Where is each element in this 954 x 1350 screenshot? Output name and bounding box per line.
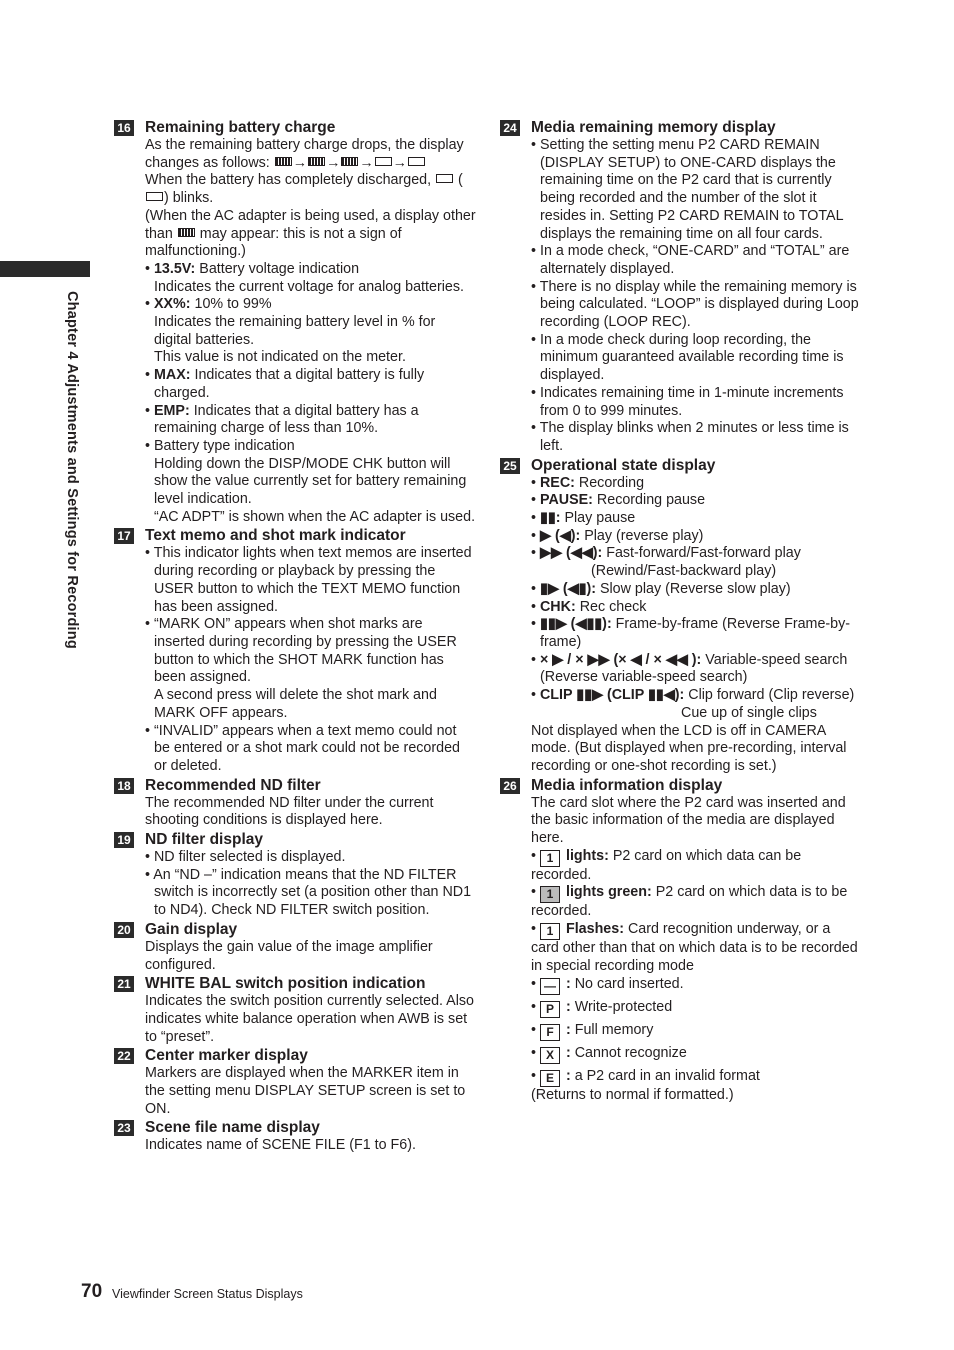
section-19: 19 ND filter display • ND filter selected is displayed. • An “ND –” indication means that the ND FILTER switch is incorrectly set (a position other than ND1 to ND4). Check ND FILTER switch position. <box>114 830 476 920</box>
section-number: 16 <box>114 120 134 136</box>
section-title: Scene file name display <box>145 1119 320 1137</box>
slot-box: F <box>540 1024 560 1041</box>
section-number: 22 <box>114 1048 134 1064</box>
section-title: Text memo and shot mark indicator <box>145 527 406 545</box>
section-title: Media remaining memory display <box>531 119 776 136</box>
section-number: 25 <box>500 458 520 474</box>
section-number: 24 <box>500 120 520 136</box>
section-number: 21 <box>114 976 134 992</box>
section-number: 19 <box>114 832 134 848</box>
slot-box: 1 <box>540 886 560 903</box>
section-number: 20 <box>114 922 134 938</box>
section-17: 17 Text memo and shot mark indicator • This indicator lights when text memos are inserted during recording or playback by pressing the USER button to which the TEXT MEMO function has been assigned. • “MARK ON” appears when shot marks are inserted during recording by pressing the USER button to which the SHOT MARK function has been assigned. A second press will delete the shot mark and MARK OFF appears. • “INVALID” appears when a text memo could not be entered or a shot mark could not be recorded or deleted. <box>114 526 476 775</box>
section-number: 26 <box>500 778 520 794</box>
battery-empty-icon <box>375 157 392 166</box>
slot-box: — <box>540 978 560 995</box>
section-title: Media information display <box>531 776 723 794</box>
section-25: 25 Operational state display • REC: Recording • PAUSE: Recording pause • ▮▮: Play pause • ▶ (◀): Play (reverse play) • ▶▶ (◀◀): Fast-forward/Fast-forward play (Rewind/Fast-backward play) • ▮▶ (◀▮): Slow play (Reverse slow play) • CHK: Rec check • ▮▮▶ (◀▮▮): Frame-by-frame (Reverse Frame-by-frame) • × ▶ / × ▶▶ (× ◀ / × ◀◀ ): Variable-speed search (Reverse variable-speed search) • CLIP ▮▮▶ (CLIP ▮▮◀): Clip forward (Clip reverse) Cue up of single clips Not displayed when the LCD is off in CAMERA mode. (But displayed when pre-recording, interval recording or one-shot recording is set.) <box>500 456 862 776</box>
section-title: Center marker display <box>145 1047 308 1065</box>
slot-box: X <box>540 1047 560 1064</box>
section-26: 26 Media information display The card slot where the P2 card was inserted and the basic information of the media are displayed here. • 1 lights: P2 card on which data can be recorded. • 1 lights green: P2 card on which data is to be recorded. • 1 Flashes: Card recognition underway, or a card other than that on which data is to be recorded in special recording mode • — : No card inserted. • P : Write-protected • F : Full memory • X : Cannot recognize • E : a P2 card in an invalid format (Returns to normal if formatted.) <box>500 776 862 1105</box>
section-title: WHITE BAL switch position indication <box>145 975 426 993</box>
slot-box: 1 <box>540 923 560 940</box>
battery-empty-icon <box>436 174 453 183</box>
section-title: Recommended ND filter <box>145 776 321 794</box>
section-23: 23 Scene file name display Indicates name of SCENE FILE (F1 to F6). <box>114 1118 476 1155</box>
right-column <box>500 118 862 1104</box>
section-22: 22 Center marker display Markers are displayed when the MARKER item in the setting menu DISPLAY SETUP screen is set to ON. <box>114 1046 476 1118</box>
section-18: 18 Recommended ND filter The recommended ND filter under the current shooting conditions is displayed here. <box>114 776 476 830</box>
battery-empty-icon <box>408 157 425 166</box>
section-title: ND filter display <box>145 831 263 849</box>
footer-title: Viewfinder Screen Status Displays <box>112 1287 303 1301</box>
slot-box: P <box>540 1001 560 1018</box>
battery-empty-icon <box>146 192 163 201</box>
left-column <box>114 118 476 1155</box>
section-20: 20 Gain display Displays the gain value of the image amplifier configured. <box>114 920 476 974</box>
section-16: 16 Remaining battery charge As the remaining battery charge drops, the display changes as follows: → → → → When the battery has completely discharged, () blinks. (When the AC adapter is being used, a display other than may appear: this is not a sign of malfunctioning.) • 13.5V: Battery voltage indication Indicates the current voltage for analog batteries. • XX%: 10% to 99% Indicates the remaining battery level in % for digital batteries. This value is not indicated on the meter. • MAX: Indicates that a digital battery is fully charged. • EMP: Indicates that a digital battery has a remaining charge of less than 10%. • Battery type indication Holding down the DISP/MODE CHK button will show the value currently set for battery remaining level indication. “AC ADPT” is shown when the AC adapter is used. <box>114 118 476 526</box>
slot-box: E <box>540 1070 560 1087</box>
section-number: 17 <box>114 528 134 544</box>
battery-icon <box>178 228 195 237</box>
section-title: Operational state display <box>531 456 716 474</box>
slot-box: 1 <box>540 850 560 867</box>
section-title: Remaining battery charge <box>145 119 336 136</box>
chapter-tab <box>0 261 90 277</box>
battery-full-icon <box>275 157 292 166</box>
section-title: Gain display <box>145 920 238 938</box>
battery-icon <box>308 157 325 166</box>
section-21: 21 WHITE BAL switch position indication Indicates the switch position currently selected. Also indicates white balance operation when AWB is set to “preset”. <box>114 974 476 1046</box>
page-number: 70 <box>81 1281 103 1302</box>
section-number: 18 <box>114 778 134 794</box>
section-24: 24 Media remaining memory display • Setting the setting menu P2 CARD REMAIN (DISPLAY SETUP) to ONE-CARD displays the remaining time on the P2 card that is currently being recorded and the number of the slot it resides in. Setting P2 CARD REMAIN to TOTAL displays the remaining time on all four cards. • In a mode check, “ONE-CARD” and “TOTAL” are alternately displayed. • There is no display while the remaining memory is being calculated. “LOOP” is displayed during Loop recording (LOOP REC). • In a mode check during loop recording, the minimum guaranteed available recording time is displayed. • Indicates remaining time in 1-minute increments from 0 to 999 minutes. • The display blinks when 2 minutes or less time is left. <box>500 118 862 456</box>
section-number: 23 <box>114 1120 134 1136</box>
chapter-sidebar <box>62 291 82 691</box>
battery-icon <box>341 157 358 166</box>
chapter-title: Chapter 4 Adjustments and Settings for Recording <box>64 291 80 649</box>
